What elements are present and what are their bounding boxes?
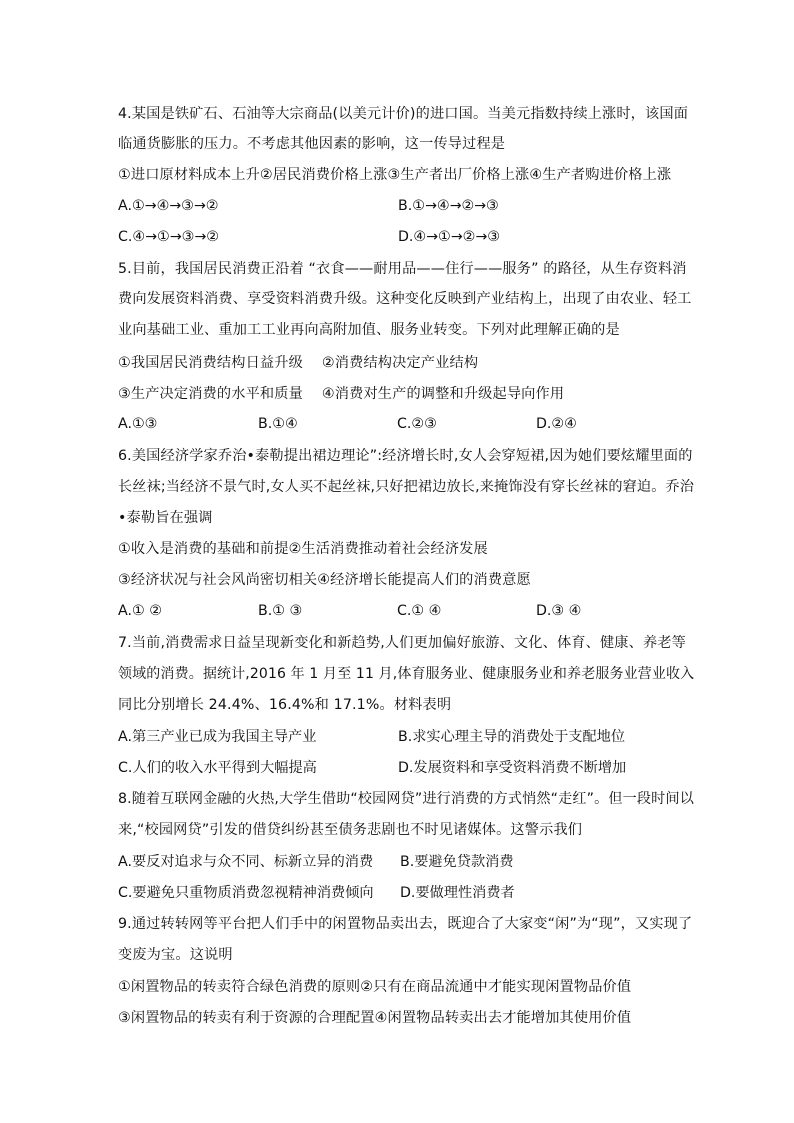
q9-items-line-2: ③闲置物品的转卖有利于资源的合理配置④闲置物品转卖出去才能增加其使用价值 xyxy=(118,1010,632,1026)
q4-items-line: ①进口原材料成本上升②居民消费价格上涨③生产者出厂价格上涨④生产者购进价格上涨 xyxy=(118,167,672,183)
q6-stem-line-1: 6.美国经济学家乔治•泰勒提出裙边理论”:经济增长时,女人会穿短裙,因为她们要炫耀里面的 xyxy=(118,448,693,464)
q7-option-a: A.第三产业已成为我国主导产业 xyxy=(118,729,317,745)
q8-option-c: C.要避免只重物质消费忽视精神消费倾向 xyxy=(118,885,374,901)
q5-items-line-1: ①我国居民消费结构日益升级 ②消费结构决定产业结构 xyxy=(118,355,479,371)
q4-option-b: B.①→④→②→③ xyxy=(398,198,499,214)
q9-stem-line-2: 变废为宝。这说明 xyxy=(118,947,233,963)
q6-items-line-2: ③经济状况与社会风尚密切相关④经济增长能提高人们的消费意愿 xyxy=(118,572,531,588)
q4-option-a: A.①→④→③→② xyxy=(118,198,219,214)
q6-stem-line-3: •泰勒旨在强调 xyxy=(118,510,213,526)
q5-option-c: C.②③ xyxy=(397,416,437,432)
q6-option-a: A.① ② xyxy=(118,603,162,619)
q5-stem-line-2: 费向发展资料消费、享受资料消费升级。这种变化反映到产业结构上，出现了由农业、轻工 xyxy=(118,291,692,307)
q8-option-a: A.要反对追求与众不同、标新立异的消费 xyxy=(118,854,374,870)
q7-stem-line-3: 同比分别增长 24.4%、16.4%和 17.1%。材料表明 xyxy=(118,697,452,713)
q5-stem-line-1: 5.目前，我国居民消费正沿着 “衣食——耐用品——住行——服务” 的路径，从生存资料消 xyxy=(118,261,687,277)
q4-option-d: D.④→①→②→③ xyxy=(398,229,500,245)
q6-stem-line-2: 长丝袜;当经济不景气时,女人买不起丝袜,只好把裙边放长,来掩饰没有穿长丝袜的窘迫。乔治 xyxy=(118,479,695,495)
q6-option-c: C.① ④ xyxy=(397,603,442,619)
q6-option-b: B.① ③ xyxy=(258,603,303,619)
q5-stem-line-3: 业向基础工业、重加工工业再向高附加值、服务业转变。下列对此理解正确的是 xyxy=(118,322,620,338)
q7-stem-line-2: 领域的消费。据统计,2016 年 1 月至 11 月,体育服务业、健康服务业和养老服务业营业收入 xyxy=(118,666,695,682)
q8-option-b: B.要避免贷款消费 xyxy=(400,854,514,870)
q8-option-d: D.要做理性消费者 xyxy=(400,885,515,901)
q9-stem-line-1: 9.通过转转网等平台把人们手中的闲置物品卖出去，既迎合了大家变“闲”为“现”，又实现了 xyxy=(118,916,693,932)
q9-items-line-1: ①闲置物品的转卖符合绿色消费的原则②只有在商品流通中才能实现闲置物品价值 xyxy=(118,979,632,995)
q5-option-d: D.②④ xyxy=(536,416,577,432)
q8-stem-line-2: 来,“校园网贷”引发的借贷纠纷甚至债务悲剧也不时见诸媒体。这警示我们 xyxy=(118,822,583,838)
q5-option-b: B.①④ xyxy=(258,416,298,432)
q5-option-a: A.①③ xyxy=(118,416,158,432)
q7-stem-line-1: 7.当前,消费需求日益呈现新变化和新趋势,人们更加偏好旅游、文化、体育、健康、养老等 xyxy=(118,635,686,651)
q7-option-c: C.人们的收入水平得到大幅提高 xyxy=(118,760,317,776)
q4-stem-line-2: 临通货膨胀的压力。不考虑其他因素的影响，这一传导过程是 xyxy=(118,136,506,152)
q5-items-line-2: ③生产决定消费的水平和质量 ④消费对生产的调整和升级起导向作用 xyxy=(118,386,565,402)
q4-option-c: C.④→①→③→② xyxy=(118,229,219,245)
q6-option-d: D.③ ④ xyxy=(536,603,582,619)
q6-items-line-1: ①收入是消费的基础和前提②生活消费推动着社会经济发展 xyxy=(118,541,488,557)
q7-option-b: B.求实心理主导的消费处于支配地位 xyxy=(398,729,626,745)
q7-option-d: D.发展资料和享受资料消费不断增加 xyxy=(398,760,627,776)
q8-stem-line-1: 8.随着互联网金融的火热,大学生借助“校园网贷”进行消费的方式悄然“走红”。但一段时间以 xyxy=(118,791,694,807)
q4-stem-line-1: 4.某国是铁矿石、石油等大宗商品(以美元计价)的进口国。当美元指数持续上涨时，该国面 xyxy=(118,106,689,122)
